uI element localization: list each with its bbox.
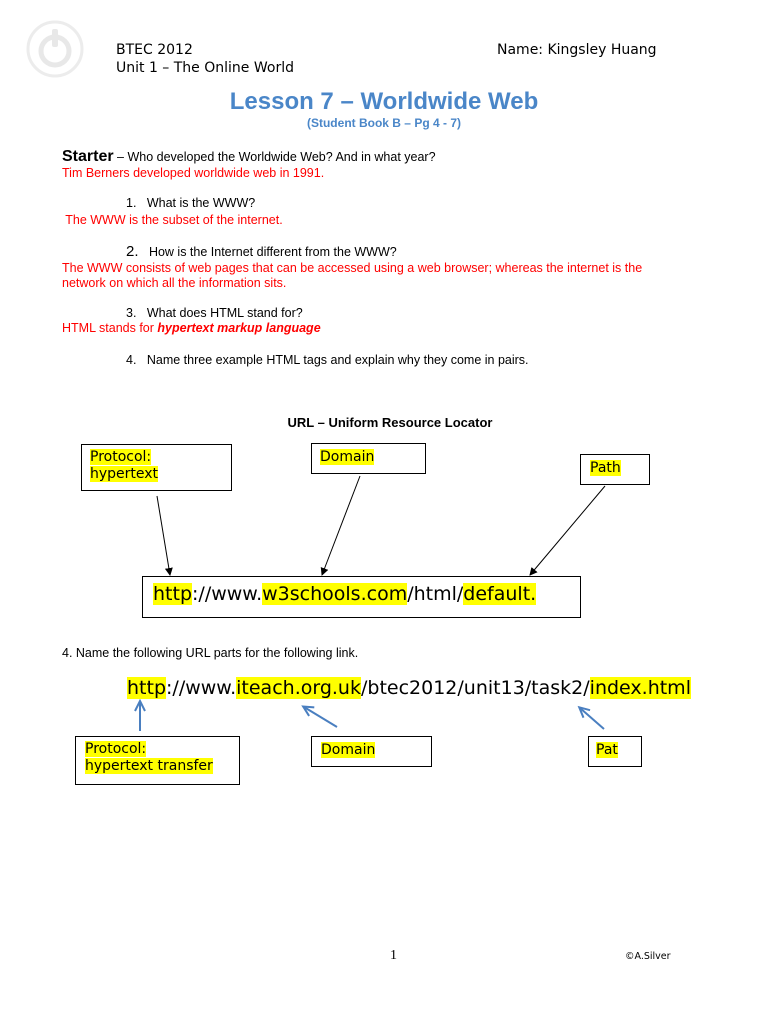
- example-url-domain: w3schools.com: [262, 583, 408, 605]
- exercise-domain-box[interactable]: [311, 736, 432, 767]
- page-subtitle: (Student Book B – Pg 4 - 7): [306, 116, 461, 130]
- question-2-number: 2.: [126, 243, 139, 260]
- answer-1: The WWW is the subset of the internet.: [62, 213, 283, 227]
- answer-3-emphasis: hypertext markup language: [157, 321, 321, 335]
- example-url-path: default.: [463, 583, 537, 605]
- domain-arrow: [322, 476, 360, 575]
- question-4-text: Name three example HTML tags and explain why they come in pairs.: [146, 353, 529, 367]
- path-box: [580, 454, 650, 485]
- exercise-url-protocol: http: [127, 677, 167, 699]
- answer-2-line-2: network on which all the information sits.: [62, 276, 287, 290]
- student-name: Name: Kingsley Huang: [497, 42, 657, 58]
- protocol-arrow: [157, 496, 170, 575]
- exercise-domain-label: Domain: [321, 742, 376, 758]
- course-label: BTEC 2012: [116, 42, 193, 58]
- page-number: 1: [390, 948, 397, 963]
- starter-answer: Tim Berners developed worldwide web in 1991.: [62, 166, 325, 180]
- exercise-domain-arrow: [304, 707, 337, 727]
- starter-label: Starter: [62, 148, 114, 165]
- protocol-box: [81, 444, 232, 491]
- exercise-path-label: Pat: [596, 742, 618, 758]
- domain-box: [311, 443, 426, 474]
- protocol-box-value: hypertext: [90, 466, 159, 482]
- example-url-sep1: ://www.: [192, 583, 263, 605]
- exercise-protocol-box[interactable]: [75, 736, 240, 785]
- exercise-url-middle: /btec2012/unit13/task2/: [360, 677, 590, 699]
- example-url-protocol: http: [153, 583, 193, 605]
- exercise-protocol-value: hypertext transfer: [85, 758, 213, 774]
- question-2-text: How is the Internet different from the WWW?: [148, 245, 397, 259]
- exercise-path-arrow: [580, 708, 604, 729]
- example-url-sep2: /html/: [407, 583, 464, 605]
- question-3-text: What does HTML stand for?: [146, 306, 303, 320]
- starter-question-text: – Who developed the Worldwide Web? And in what year?: [113, 150, 436, 164]
- protocol-box-label: Protocol:: [90, 449, 152, 465]
- question-3-number: 3.: [126, 306, 137, 320]
- question-1-number: 1.: [126, 196, 137, 210]
- url-diagram-heading: URL – Uniform Resource Locator: [287, 415, 493, 430]
- exercise-path-box[interactable]: [588, 736, 642, 767]
- domain-box-label: Domain: [320, 449, 375, 465]
- answer-2-line-1: The WWW consists of web pages that can be accessed using a web browser; whereas the internet is the: [62, 261, 643, 275]
- path-arrow: [530, 486, 605, 575]
- exercise-prompt: 4. Name the following URL parts for the following link.: [62, 646, 359, 660]
- path-box-label: Path: [590, 460, 621, 476]
- exercise-url-sep1: ://www.: [166, 677, 237, 699]
- question-4-number: 4.: [126, 353, 137, 367]
- example-url-box: [142, 576, 581, 618]
- exercise-url-domain: iteach.org.uk: [236, 677, 361, 699]
- page-title: Lesson 7 – Worldwide Web: [229, 88, 539, 115]
- example-url: [153, 583, 536, 605]
- exercise-protocol-label: Protocol:: [85, 741, 147, 757]
- question-1-text: What is the WWW?: [146, 196, 256, 210]
- copyright: ©A.Silver: [625, 951, 671, 962]
- answer-3-prefix: HTML stands for: [62, 321, 158, 335]
- unit-label: Unit 1 – The Online World: [116, 60, 294, 76]
- exercise-url: [127, 677, 691, 699]
- exercise-url-path: index.html: [589, 677, 691, 699]
